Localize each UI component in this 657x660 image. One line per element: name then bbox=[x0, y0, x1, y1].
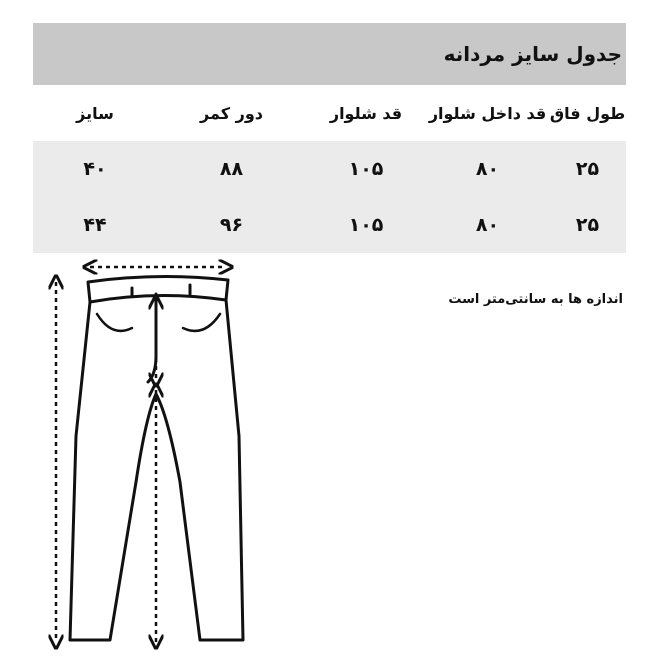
column-header-crotch-length: طول فاق bbox=[549, 103, 626, 123]
pants-diagram bbox=[40, 256, 255, 656]
pants-icon bbox=[40, 256, 255, 656]
table-cell: ۸۰ bbox=[475, 214, 500, 236]
table-row bbox=[33, 197, 626, 253]
table-cell: ۲۵ bbox=[575, 214, 600, 236]
table-cell: ۸۰ bbox=[475, 158, 500, 180]
table-cell: ۴۰ bbox=[83, 158, 107, 180]
table-cell: ۹۶ bbox=[219, 214, 244, 236]
page-title: جدول سایز مردانه bbox=[443, 42, 622, 66]
column-header-inseam: قد داخل شلوار bbox=[428, 103, 547, 123]
table-cell: ۱۰۵ bbox=[348, 214, 384, 236]
table-cell: ۴۴ bbox=[83, 214, 107, 236]
size-table bbox=[33, 85, 626, 253]
table-cell: ۲۵ bbox=[575, 158, 600, 180]
table-header-row bbox=[33, 85, 626, 141]
column-header-pants-length: قد شلوار bbox=[329, 103, 403, 123]
table-cell: ۱۰۵ bbox=[348, 158, 384, 180]
unit-note: اندازه ها به سانتی‌متر است bbox=[448, 292, 623, 307]
column-header-size: سایز bbox=[76, 103, 114, 123]
title-bar bbox=[33, 23, 626, 85]
column-header-waist: دور کمر bbox=[200, 103, 263, 123]
table-row bbox=[33, 141, 626, 197]
table-cell: ۸۸ bbox=[219, 158, 244, 180]
